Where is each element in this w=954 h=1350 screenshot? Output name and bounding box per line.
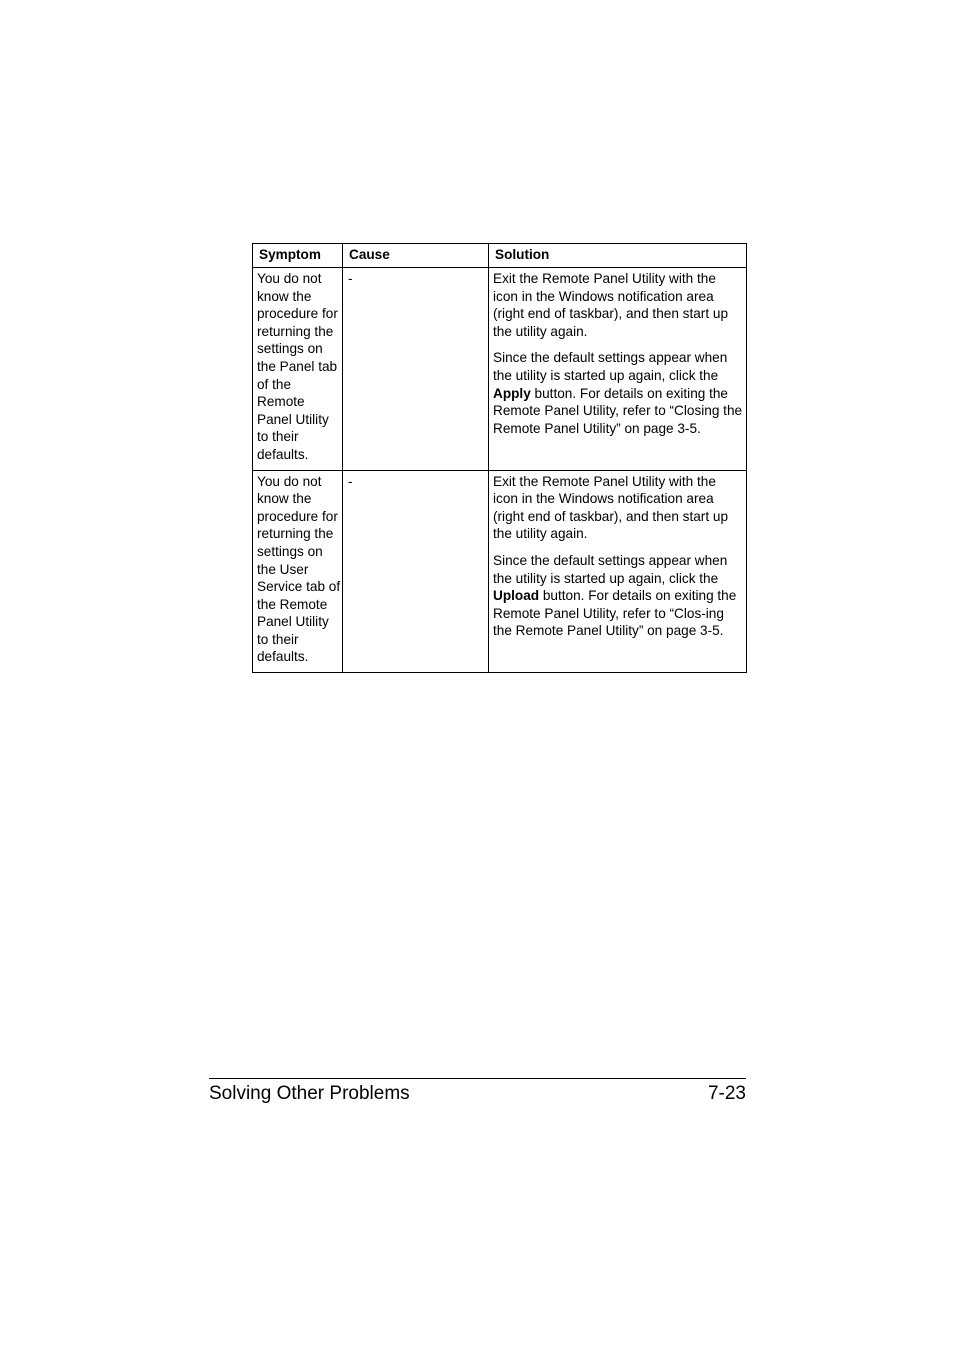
table-row (253, 470, 747, 673)
cause-cell: - (343, 268, 489, 471)
cause-cell: - (343, 470, 489, 673)
solution-text: Since the default settings appear when the utility is started up again, click the (493, 350, 728, 383)
symptom-cell: You do not know the procedure for returning the settings on the User Service tab of the Remote Panel Utility to their defaults. (253, 470, 343, 673)
solution-text: button. For details on exiting the Remote Panel Utility, refer to “Clos-ing the Remote Panel Utility” on page 3-5. (493, 588, 737, 639)
button-name-apply: Apply (493, 385, 531, 401)
header-solution: Solution (489, 244, 747, 268)
button-name-upload: Upload (493, 588, 540, 604)
header-cause: Cause (343, 244, 489, 268)
solution-cell (489, 268, 747, 471)
solution-paragraph: Exit the Remote Panel Utility with the icon in the Windows notification area (right end of taskbar), and then start up the utility again. (493, 271, 729, 339)
solution-paragraph: Exit the Remote Panel Utility with the icon in the Windows notification area (right end of taskbar), and then start up the utility again. (493, 473, 729, 542)
header-symptom: Symptom (253, 244, 343, 268)
solution-paragraph (493, 349, 744, 437)
solution-paragraph (493, 552, 744, 640)
footer-section-title: Solving Other Problems (209, 1083, 410, 1104)
footer-page-number: 7-23 (707, 1083, 746, 1104)
table-header-row (253, 244, 747, 268)
table-row (253, 268, 747, 471)
troubleshooting-table (252, 243, 747, 673)
symptom-cell: You do not know the procedure for returning the settings on the Panel tab of the Remote Panel Utility to their defaults. (253, 268, 343, 471)
solution-cell (489, 470, 747, 673)
footer-divider (209, 1078, 746, 1079)
solution-text: button. For details on exiting the Remote Panel Utility, refer to “Closing the Remote Panel Utility” on page 3-5. (493, 385, 743, 436)
solution-text: Since the default settings appear when the utility is started up again, click the (493, 552, 728, 586)
